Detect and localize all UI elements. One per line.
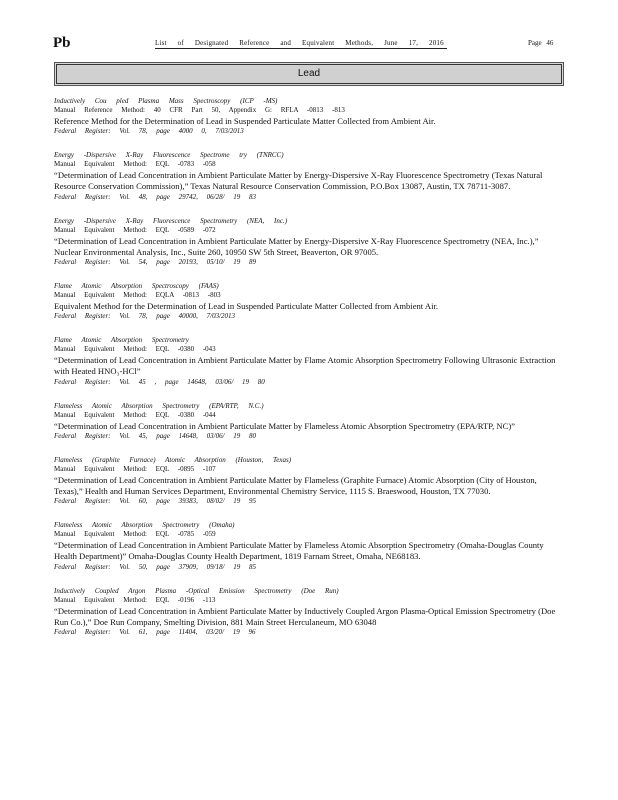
method-designation: Manual Equivalent Method: EQL -0589 -072 [54,225,216,234]
method-designation: Manual Equivalent Method: EQLA -0813 -803 [54,291,221,300]
method-entry [54,456,566,506]
method-designation: Manual Equivalent Method: EQL -0895 -107 [54,464,216,473]
method-description: “Determination of Lead Concentration in Ambient Particulate Matter by Energy-Dispersive X-Ray Fluorescence Spectrometry (Texas Natural Resource Conservation Commission),” Texas Natural Resource Conservation Commission, P.O.Box 13087, Austin, TX 78711-3087. [54,170,543,192]
page-number: Page 46 [528,39,554,47]
federal-register-ref: Federal Register: Vol. 60, page 39383, 08/02/ 19 95 [54,497,257,506]
section-banner [56,64,562,84]
federal-register-ref: Federal Register: Vol. 61, page 11404, 03/20/ 19 96 [54,628,256,637]
federal-register-ref: Federal Register: Vol. 78, page 4000 0, 7/03/2013 [54,127,244,136]
method-name: Inductively Coupled Argon Plasma -Optical Emission Spectrometry (Doe Run) [54,586,339,595]
pollutant-symbol: Pb [53,35,71,51]
method-entry [54,97,566,136]
method-description: “Determination of Lead Concentration in Ambient Particulate Matter by Flame Atomic Absorption Spectrometry Following Ultrasonic Extraction with Heated HNO₃-HCl” [54,355,556,377]
method-name: Flame Atomic Absorption Spectrometry [54,336,189,345]
method-entry [54,336,566,386]
method-list [54,97,566,652]
method-entry [54,151,566,201]
federal-register-ref: Federal Register: Vol. 50, page 37909, 09/18/ 19 85 [54,562,257,571]
method-description: Reference Method for the Determination of Lead in Suspended Particulate Matter Collected from Ambient Air. [54,116,436,126]
method-description: “Determination of Lead Concentration in Ambient Particulate Matter by Inductively Coupled Argon Plasma-Optical Emission Spectrometry (Doe Run Co.),” Doe Run Company, Smelting Division, 881 Main Street Herculaneum, MO 63048 [54,605,556,627]
method-description: “Determination of Lead Concentration in Ambient Particulate Matter by Flameless Atomic Absorption Spectrometry (Omaha-Douglas County Health Department)” Omaha-Douglas County Health Department, 1819 Farnam Street, Omaha, NE68183. [54,540,544,562]
method-designation: Manual Equivalent Method: EQL -0785 -059 [54,530,216,539]
federal-register-ref: Federal Register: Vol. 45 , page 14648, 03/06/ 19 80 [54,377,265,386]
method-name: Flameless Atomic Absorption Spectrometry (EPA/RTP, N.C.) [54,401,264,410]
document-title: List of Designated Reference and Equivalent Methods, June 17, 2016 [155,39,447,49]
method-designation: Manual Equivalent Method: EQL -0783 -058 [54,160,216,169]
method-name: Flame Atomic Absorption Spectroscopy (FAAS) [54,282,219,291]
method-designation: Manual Reference Method: 40 CFR Part 50, Appendix G: RFLA -0813 -813 [54,106,345,114]
method-entry [54,587,566,637]
method-description: “Determination of Lead Concentration in Ambient Particulate Matter by Flameless (Graphite Furnace) Atomic Absorption (City of Houston, Texas),” Health and Human Services Department, Environmental Chemistry Service, 1115 S. Braeswood, Houston, TX 77030. [54,474,537,497]
method-name: Energy -Dispersive X-Ray Fluorescence Spectrometry (NEA, Inc.) [54,216,288,225]
method-description: “Determination of Lead Concentration in Ambient Particulate Matter by Flameless Atomic Absorption Spectrometry (EPA/RTP, NC)” [54,420,515,431]
method-designation: Manual Equivalent Method: EQL -0380 -044 [54,410,216,419]
method-designation: Manual Equivalent Method: EQL -0196 -113 [54,595,216,604]
method-entry [54,217,566,267]
method-description: “Determination of Lead Concentration in Ambient Particulate Matter by Energy-Dispersive X-Ray Fluorescence Spectrometry (NEA, Inc.),” Nuclear Environmental Analysis, Inc., Suite 260, 10950 SW 5th Street, Beaverton, OR 97005. [54,235,539,257]
method-name: Flameless (Graphite Furnace) Atomic Absorption (Houston, Texas) [54,455,292,464]
federal-register-ref: Federal Register: Vol. 78, page 40000, 7/03/2013 [54,312,236,321]
method-description: Equivalent Method for the Determination of Lead in Suspended Particulate Matter Collected from Ambient Air. [54,301,438,312]
federal-register-ref: Federal Register: Vol. 54, page 20193, 05/10/ 19 89 [54,258,257,267]
method-name: Flameless Atomic Absorption Spectrometry (Omaha) [54,521,235,530]
method-entry [54,521,566,571]
federal-register-ref: Federal Register: Vol. 45, page 14648, 03/06/ 19 80 [54,431,257,440]
federal-register-ref: Federal Register: Vol. 48, page 29742, 06/28/ 19 83 [54,192,257,201]
method-entry [54,402,566,441]
method-entry [54,282,566,321]
method-designation: Manual Equivalent Method: EQL -0380 -043 [54,345,216,354]
method-name: Energy -Dispersive X-Ray Fluorescence Spectrome try (TNRCC) [54,151,284,160]
section-banner-label: Lead [297,68,321,79]
method-name: Inductively Cou pled Plasma Mass Spectroscopy (ICP -MS) [54,97,278,105]
